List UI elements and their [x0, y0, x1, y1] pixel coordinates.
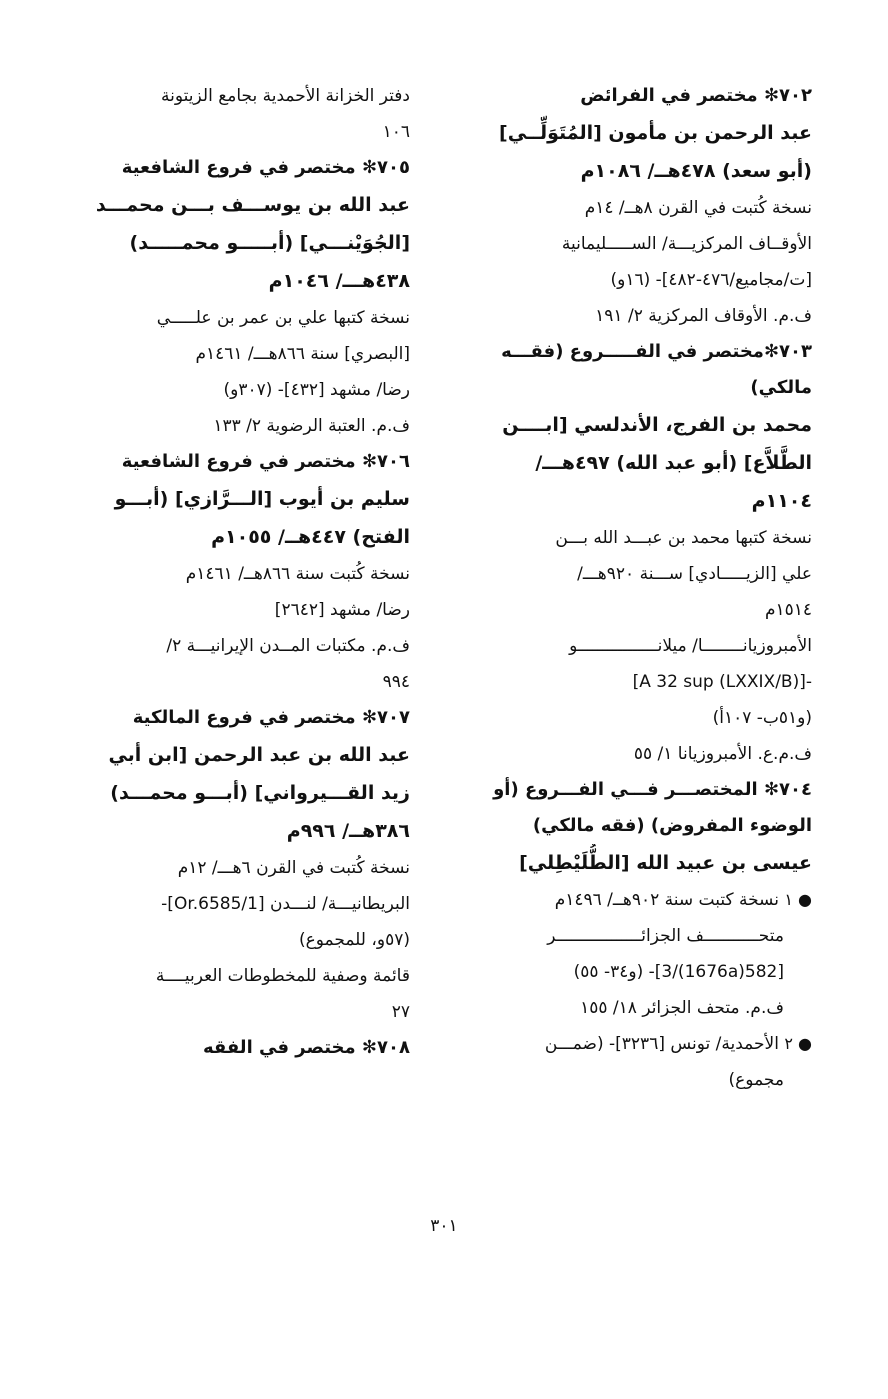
- line-text: قائمة وصفية للمخطوطات العربيــــة: [155, 966, 410, 986]
- line-text: (أبو سعد) ٤٧٨هــ/ ١٠٨٦م: [580, 160, 812, 182]
- line-text: عبد الله بن يوســـف بـــن محمـــد: [95, 194, 410, 216]
- line-text: مجموع): [728, 1070, 784, 1090]
- entry-heading: [462, 370, 812, 406]
- text-line: [462, 918, 812, 954]
- entry-author: [60, 774, 410, 812]
- entry-heading: [60, 444, 410, 480]
- line-text: الوضوء المفروض) (فقه مالكي): [532, 815, 812, 836]
- line-text: ٧٠٦✻ مختصر في فروع الشافعية: [121, 451, 410, 472]
- right-column: [462, 78, 812, 1098]
- text-line: [462, 628, 812, 664]
- line-text: عيسى بن عبيد الله [الطُّلَيْطِلي]: [519, 852, 812, 874]
- entry-heading: [462, 334, 812, 370]
- line-text: ٤٣٨هـــ/ ١٠٤٦م: [268, 270, 410, 292]
- line-text: ٣٨٦هــ/ ٩٩٦م: [286, 820, 410, 842]
- text-line: [60, 300, 410, 336]
- text-line: [462, 736, 812, 772]
- line-text: نسخة كتبها علي بن عمر بن علـــــي: [156, 308, 410, 328]
- item-number: ● ٢: [784, 1034, 812, 1053]
- line-text: رضا/ مشهد [٤٣٢]- (٣٠٧و): [223, 380, 410, 400]
- line-text: ف.م. الأوقاف المركزية ٢/ ١٩١: [595, 306, 812, 326]
- entry-author: [462, 114, 812, 152]
- text-line: [60, 664, 410, 700]
- text-line: [462, 990, 812, 1026]
- page-number: ٣٠١: [430, 1216, 458, 1236]
- text-line: [60, 922, 410, 958]
- text-line: [60, 994, 410, 1030]
- line-text: محمد بن الفرج، الأندلسي [ابــــن: [502, 414, 812, 436]
- entry-author: [60, 480, 410, 518]
- text-line: [60, 372, 410, 408]
- entry-author: [60, 518, 410, 556]
- line-text: ٧٠٧✻ مختصر في فروع المالكية: [132, 707, 410, 728]
- text-line: [462, 954, 812, 990]
- entry-heading: [462, 808, 812, 844]
- text-line: [60, 592, 410, 628]
- line-text: نسخة كُتبت في القرن ٨هــ/ ١٤م: [584, 198, 812, 218]
- line-text: ١٠٦: [382, 122, 410, 142]
- line-text: نسخة كتبها محمد بن عبـــد الله بـــن: [555, 528, 812, 548]
- line-text: الطَّلاَّع] (أبو عبد الله) ٤٩٧هـــ/: [535, 452, 812, 474]
- line-text: سليم بن أيوب [الـــرَّازي] (أبـــو: [114, 488, 410, 510]
- line-text: دفتر الخزانة الأحمدية بجامع الزيتونة: [161, 86, 410, 106]
- text-line: [60, 850, 410, 886]
- text-line: [462, 556, 812, 592]
- text-line: [462, 520, 812, 556]
- entry-author: [462, 444, 812, 482]
- line-text: ٧٠٨✻ مختصر في الفقه: [202, 1037, 410, 1058]
- line-text: ٧٠٣✻مختصر في الفـــــروع (فقـــه: [501, 341, 812, 362]
- entry-author: [60, 736, 410, 774]
- line-text: نسخة كُتبت في القرن ٦هـــ/ ١٢م: [177, 858, 410, 878]
- line-text: (و٥١ب- ١٠٧أ): [712, 708, 812, 728]
- line-text: متحـــــــــــف الجزائـــــــــــــــــر: [547, 926, 784, 946]
- line-text: ف.م. مكتبات المــدن الإيرانيـــة ٢/: [166, 636, 410, 656]
- line-text: رضا/ مشهد [٢٦٤٢]: [274, 600, 410, 620]
- text-line: [60, 886, 410, 922]
- line-text: الأوقــاف المركزيـــة/ الســـــليمانية: [561, 234, 812, 254]
- entry-heading: [60, 700, 410, 736]
- text-line: [462, 190, 812, 226]
- line-text: الأحمدية/ تونس [٣٢٣٦]- (ضمـــن: [544, 1034, 779, 1054]
- entry-author: [462, 152, 812, 190]
- line-text: (٥٧و، للمجموع): [298, 930, 410, 950]
- entry-heading: [60, 150, 410, 186]
- text-line: [462, 226, 812, 262]
- line-text: نسخة كُتبت سنة ٨٦٦هــ/ ١٤٦١م: [185, 564, 410, 584]
- text-line: [60, 628, 410, 664]
- line-text: ٧٠٥✻ مختصر في فروع الشافعية: [121, 157, 410, 178]
- text-line: [60, 114, 410, 150]
- entry-heading: [60, 1030, 410, 1066]
- text-line: [462, 262, 812, 298]
- line-text: علي [الزيـــــادي] ســـنة ٩٢٠هـــ/: [577, 564, 812, 584]
- line-text: ٧٠٢✻ مختصر في الفرائض: [580, 85, 812, 106]
- entry-author: [60, 224, 410, 262]
- line-text: زيد القـــيرواني] (أبـــو محمـــد): [110, 782, 410, 804]
- line-text: [ت/مجاميع/٤٧٦-٤٨٢]- (١٦و): [610, 270, 812, 290]
- line-text: [الجُوَيْنـــي] (أبـــــو محمـــــد): [129, 232, 410, 254]
- text-line: [60, 408, 410, 444]
- line-text: البريطانيـــة/ لنـــدن [Or.6585/1]-: [161, 894, 410, 914]
- manuscript-item: [462, 882, 812, 918]
- text-line: [60, 336, 410, 372]
- line-text: الأمبروزيانــــــــا/ ميلانــــــــــــــــو: [569, 636, 812, 656]
- entry-author: [60, 812, 410, 850]
- line-text: ف.م. متحف الجزائر ١٨/ ١٥٥: [580, 998, 784, 1018]
- line-text: ف.م.ع. الأمبروزيانا ١/ ٥٥: [633, 744, 812, 764]
- text-line: [462, 700, 812, 736]
- item-number: ● ١: [784, 890, 812, 909]
- entry-author: [60, 262, 410, 300]
- entry-heading: [462, 78, 812, 114]
- line-text: [البصري] سنة ٨٦٦هـــ/ ١٤٦١م: [195, 344, 410, 364]
- line-text: عبد الرحمن بن مأمون [المُتَوَلِّــي]: [499, 122, 812, 144]
- line-text: مالكي): [750, 377, 812, 398]
- line-text: ٩٩٤: [382, 672, 410, 692]
- text-line: [462, 664, 812, 700]
- manuscript-item: [462, 1026, 812, 1062]
- text-line: [60, 958, 410, 994]
- line-text: ٢٧: [391, 1002, 410, 1022]
- text-line: [60, 556, 410, 592]
- line-text: ١٥١٤م: [764, 600, 812, 620]
- line-text: ١١٠٤م: [751, 490, 812, 512]
- text-line: [462, 298, 812, 334]
- text-line: [462, 1062, 812, 1098]
- text-line: [462, 592, 812, 628]
- entry-author: [462, 844, 812, 882]
- entry-author: [462, 406, 812, 444]
- line-text: [582(1676a)/3]- (و٣٤- ٥٥): [573, 962, 784, 982]
- line-text: عبد الله بن عبد الرحمن [ابن أبي: [108, 744, 410, 766]
- line-text: ٧٠٤✻ المختصـــر فـــي الفـــروع (أو: [493, 779, 812, 800]
- entry-author: [60, 186, 410, 224]
- left-column: [60, 78, 410, 1066]
- line-text: -[(LXXIX/B) A 32 sup]: [632, 672, 812, 692]
- entry-author: [462, 482, 812, 520]
- entry-heading: [462, 772, 812, 808]
- line-text: نسخة كتبت سنة ٩٠٢هــ/ ١٤٩٦م: [554, 890, 779, 910]
- line-text: الفتح) ٤٤٧هــ/ ١٠٥٥م: [211, 526, 410, 548]
- line-text: ف.م. العتبة الرضوية ٢/ ١٣٣: [213, 416, 410, 436]
- text-line: [60, 78, 410, 114]
